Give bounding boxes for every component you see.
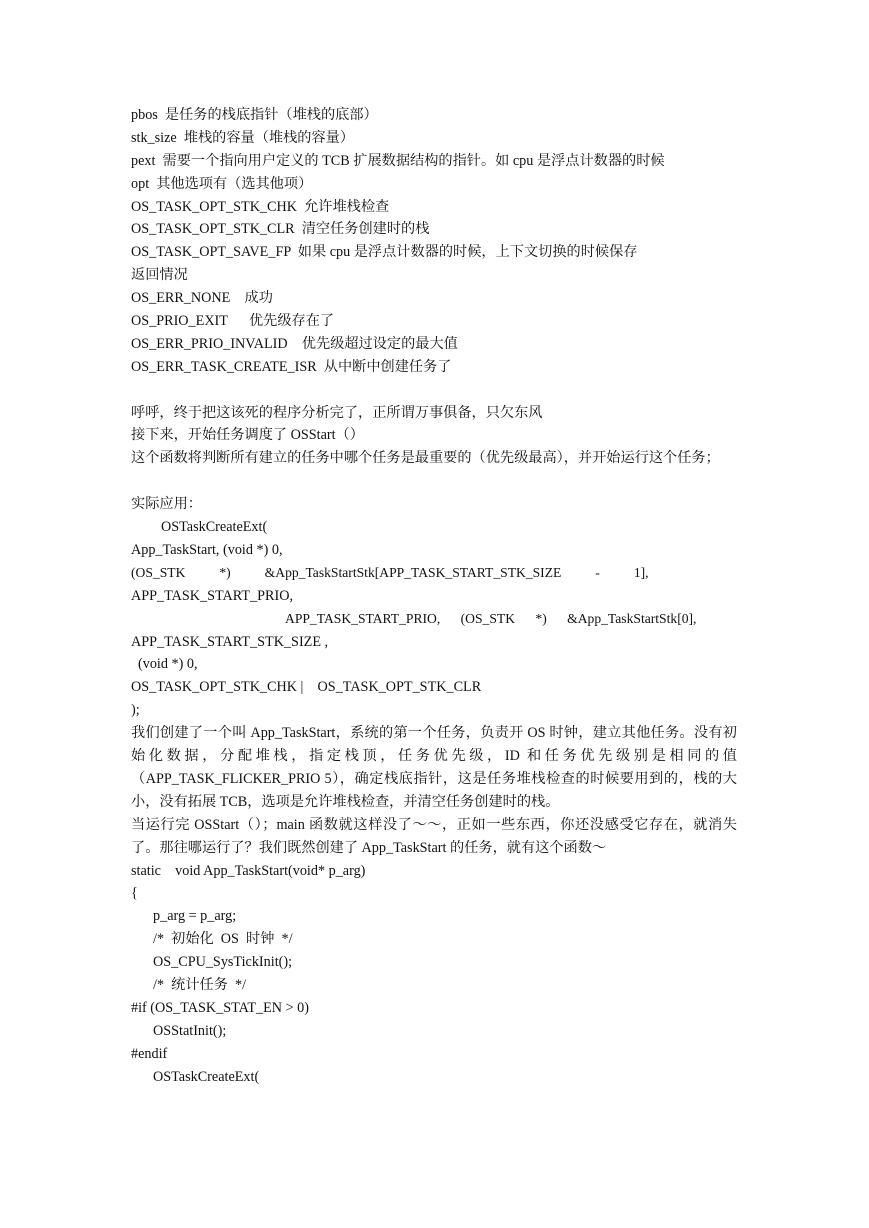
code-line: ); [131,702,140,719]
code-line: #if (OS_TASK_STAT_EN > 0) [131,999,309,1016]
code-line: /* 初始化 OS 时钟 */ [153,931,293,948]
text-line: OS_TASK_OPT_SAVE_FP 如果 cpu 是浮点计数器的时候，上下文切换的时候保存 [131,244,638,261]
code-line: #endif [131,1045,168,1062]
code-line: APP_TASK_START_PRIO, (OS_STK *) &App_TaskStartStk[0], [285,610,697,626]
text-line: OS_PRIO_EXIT 优先级存在了 [131,313,335,330]
paragraph: 我们创建了一个叫 App_TaskStart，系统的第一个任务，负责开 OS 时钟，建立其他任务。没有初始化数据，分配堆栈，指定栈顶，任务优先级，ID 和任务优先级别是相同的值（APP_TASK_FLICKER_PRIO 5），确定栈底指针，这是任务堆栈检查的时候要用到的，栈的大小，没有拓展 TCB，选项是允许堆栈检查，并清空任务创建时的栈。 [131,725,737,810]
text-line: OS_ERR_NONE 成功 [131,290,273,307]
text-line: 返回情况 [131,267,188,284]
text-line: pbos 是任务的栈底指针（堆栈的底部） [131,107,378,123]
document-page [131,104,737,1088]
code-line: { [131,885,138,902]
code-line: OS_CPU_SysTickInit(); [153,954,293,971]
blank-line [131,379,737,402]
code-line: (void *) 0, [138,656,198,673]
code-line: OSStatInit(); [153,1022,227,1039]
text-line: opt 其他选项有（选其他项） [131,175,313,192]
code-line: OSTaskCreateExt( [153,1068,260,1085]
code-line: App_TaskStart, (void *) 0, [131,541,283,558]
code-line: static void App_TaskStart(void* p_arg) [131,862,366,879]
text-line: OS_ERR_PRIO_INVALID 优先级超过设定的最大值 [131,335,458,352]
text-line: 实际应用： [131,496,202,513]
code-line: /* 统计任务 */ [153,976,247,993]
text-line: OS_ERR_TASK_CREATE_ISR 从中断中创建任务了 [131,358,452,375]
code-line: OS_TASK_OPT_STK_CHK | OS_TASK_OPT_STK_CLR [131,679,482,696]
code-line: p_arg = p_arg; [153,908,237,925]
text-line: OS_TASK_OPT_STK_CLR 清空任务创建时的栈 [131,221,430,238]
text-line: 呼呼，终于把这该死的程序分析完了，正所谓万事俱备，只欠东风 [131,404,543,421]
code-line: OSTaskCreateExt( [161,519,268,536]
paragraph: 当运行完 OSStart（）；main 函数就这样没了～～，正如一些东西，你还没感受它存在，就消失了。那往哪运行了？我们既然创建了 App_TaskStart 的任务，就有这个函数～ [131,816,737,856]
text-line: pext 需要一个指向用户定义的 TCB 扩展数据结构的指针。如 cpu 是浮点计数器的时候 [131,152,665,169]
text-line: stk_size 堆栈的容量（堆栈的容量） [131,129,355,146]
code-line: APP_TASK_START_STK_SIZE , [131,633,329,650]
text-line: 接下来，开始任务调度了 OSStart（） [131,427,364,444]
text-line: OS_TASK_OPT_STK_CHK 允许堆栈检查 [131,198,390,215]
paragraph: 这个函数将判断所有建立的任务中哪个任务是最重要的（优先级最高），并开始运行这个任务； [131,450,720,467]
blank-line [131,470,737,493]
code-line: (OS_STK *) &App_TaskStartStk[APP_TASK_START_STK_SIZE - 1], [131,564,649,580]
code-line: APP_TASK_START_PRIO, [131,587,294,604]
